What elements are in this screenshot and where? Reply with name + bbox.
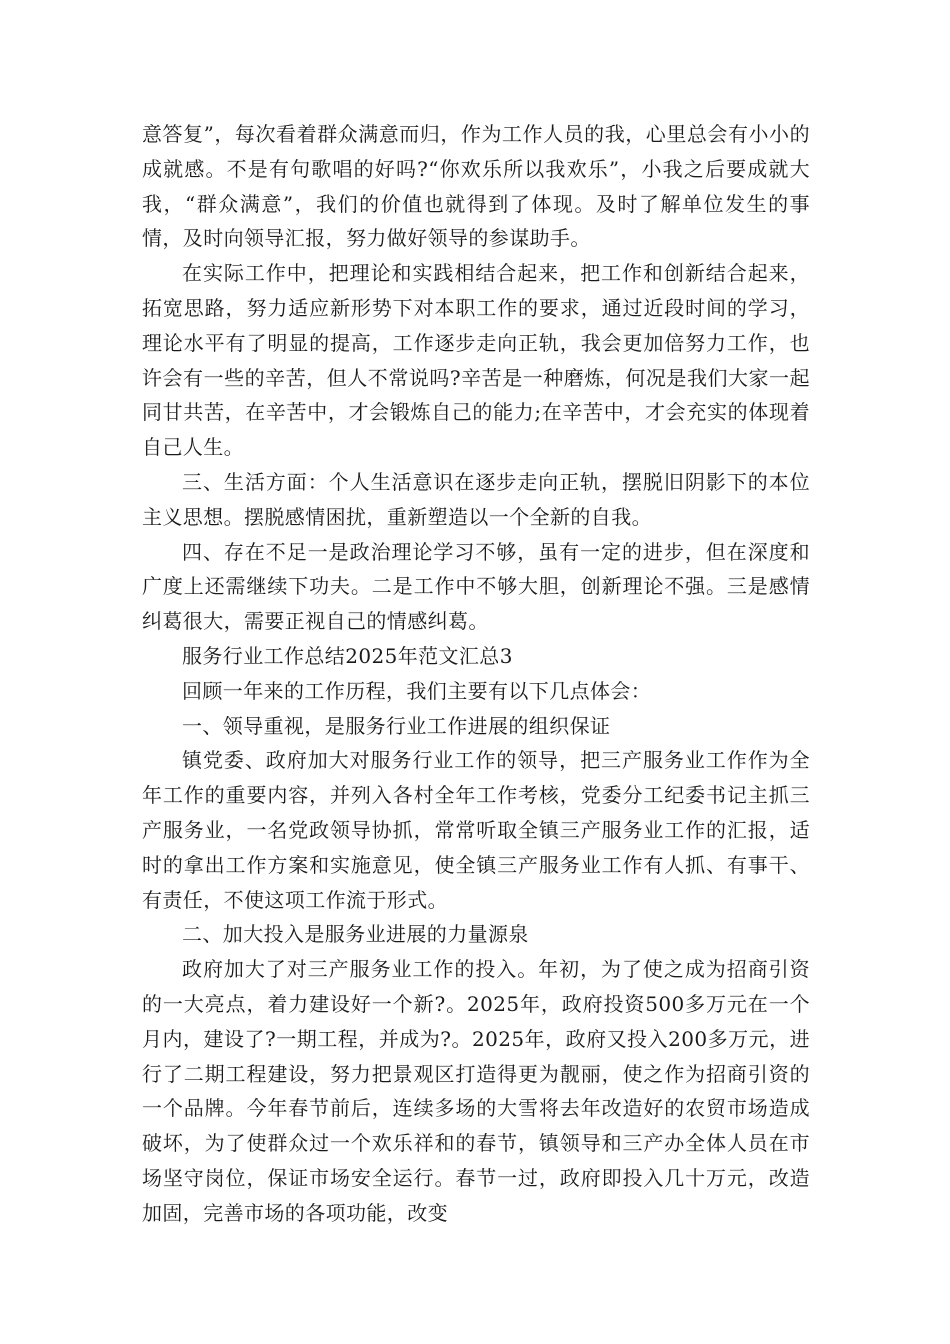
paragraph-life-aspect: 三、生活方面：个人生活意识在逐步走向正轨，摆脱旧阴影下的本位主义思想。摆脱感情困扰，重新塑造以一个全新的自我。 [142,469,810,529]
paragraph-review: 回顾一年来的工作历程，我们主要有以下几点体会： [182,678,652,703]
paragraph-continuation: 意答复”，每次看着群众满意而归，作为工作人员的我，心里总会有小小的成就感。不是有句歌唱的好吗?“你欢乐所以我欢乐”，小我之后要成就大我，“群众满意”，我们的价值也就得到了体现。及时了解单位发生的事情，及时向领导汇报，努力做好领导的参谋助手。 [142,122,810,251]
section-heading: 服务行业工作总结2025年范文汇总3 [182,643,513,668]
paragraph-leadership: 镇党委、政府加大对服务行业工作的领导，把三产服务业工作作为全年工作的重要内容，并列入各村全年工作考核，党委分工纪委书记主抓三产服务业，一名党政领导协抓，常常听取全镇三产服务业工作的汇报，适时的拿出工作方案和实施意见，使全镇三产服务业工作有人抓、有事干、有责任，不使这项工作流于形式。 [142,748,810,912]
paragraph-shortcomings: 四、存在不足一是政治理论学习不够，虽有一定的进步，但在深度和广度上还需继续下功夫。二是工作中不够大胆，创新理论不强。三是感情纠葛很大，需要正视自己的情感纠葛。 [142,539,810,634]
paragraph-practice: 在实际工作中，把理论和实践相结合起来，把工作和创新结合起来，拓宽思路，努力适应新形势下对本职工作的要求，通过近段时间的学习，理论水平有了明显的提高，工作逐步走向正轨，我会更加倍努力工作，也许会有一些的辛苦，但人不常说吗?辛苦是一种磨炼，何况是我们大家一起同甘共苦，在辛苦中，才会锻炼自己的能力;在辛苦中，才会充实的体现着自己人生。 [142,261,810,460]
subheading-investment: 二、加大投入是服务业进展的力量源泉 [182,922,529,947]
subheading-leadership: 一、领导重视，是服务行业工作进展的组织保证 [182,713,611,738]
paragraph-investment: 政府加大了对三产服务业工作的投入。年初，为了使之成为招商引资的一大亮点，着力建设好一个新?。2025年，政府投资500多万元在一个月内，建设了?一期工程，并成为?。2025年，政府又投入200多万元，进行了二期工程建设，努力把景观区打造得更为靓丽，使之作为招商引资的一个品牌。今年春节前后，连续多场的大雪将去年改造好的农贸市场造成破坏，为了使群众过一个欢乐祥和的春节，镇领导和三产办全体人员在市场坚守岗位，保证市场安全运行。春节一过，政府即投入几十万元，改造加固，完善市场的各项功能，改变 [142,957,810,1225]
document-body [142,117,810,1231]
